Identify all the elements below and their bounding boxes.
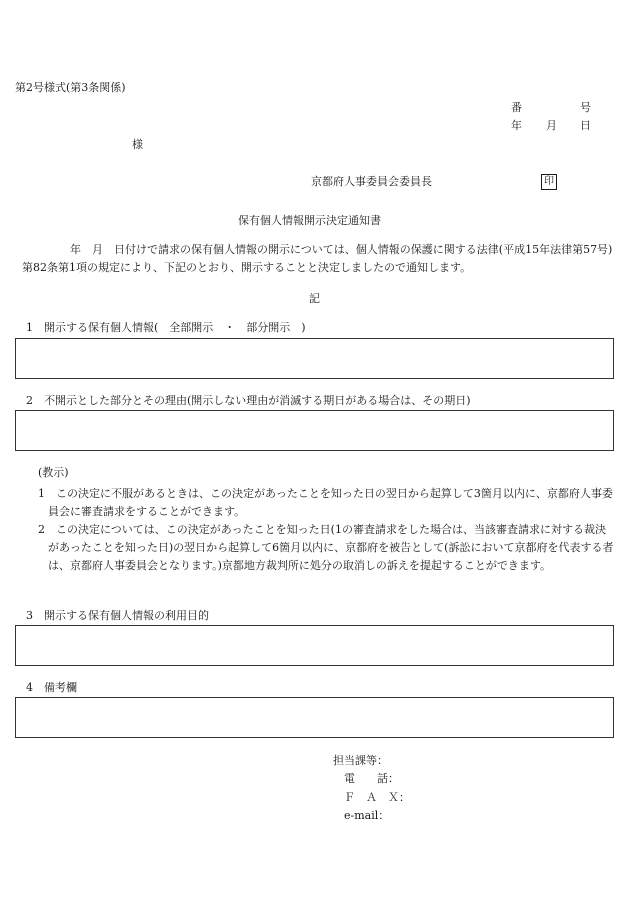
issuer-name: 京都府人事委員会委員長 xyxy=(311,175,432,188)
ki-heading: 記 xyxy=(309,292,320,305)
seal-mark: 印 xyxy=(541,174,557,190)
form-number: 第2号様式(第3条関係) xyxy=(15,81,126,94)
number-suffix: 号 xyxy=(580,101,591,114)
section-2-label: 2 不開示とした部分とその理由(開示しない理由が消滅する期日がある場合は、その期日) xyxy=(26,394,471,407)
body-paragraph: 年 月 日付けで請求の保有個人情報の開示については、個人情報の保護に関する法律(平成15年法律第57号)第82条第1項の規定により、下記のとおり、開示することと決定しましたので通知します。 xyxy=(22,243,613,274)
section-3-field[interactable] xyxy=(15,625,614,666)
contact-email-label: e-mail： xyxy=(344,809,390,822)
contact-dept-label: 担当課等： xyxy=(333,754,388,767)
document-title: 保有個人情報開示決定通知書 xyxy=(238,214,381,227)
instruction-item-1: 1 この決定に不服があるときは、この決定があったことを知った日の翌日から起算して3箇月以内に、京都府人事委員会に審査請求をすることができます。 xyxy=(38,487,613,518)
date-year-label: 年 xyxy=(511,119,522,132)
section-1-field[interactable] xyxy=(15,338,614,379)
number-label: 番 xyxy=(511,101,522,114)
instruction-item-2: 2 この決定については、この決定があったことを知った日(1の審査請求をした場合は、当該審査請求に対する裁決があったことを知った日)の翌日から起算して6箇月以内に、京都府を被告として(訴訟において京都府を代表する者は、京都府人事委員会となります。)京都地方裁判所に処分の取消しの訴えを提起することができます。 xyxy=(38,523,614,572)
contact-fax-label: Ｆ Ａ Ｘ： xyxy=(344,791,410,804)
addressee-suffix: 様 xyxy=(132,138,143,151)
date-month-label: 月 xyxy=(546,119,557,132)
instruction-heading: (教示) xyxy=(38,466,69,479)
section-4-label: 4 備考欄 xyxy=(26,681,77,694)
section-4-field[interactable] xyxy=(15,697,614,738)
section-1-label: 1 開示する保有個人情報( 全部開示 ・ 部分開示 ) xyxy=(26,321,306,334)
section-2-field[interactable] xyxy=(15,410,614,451)
contact-phone-label: 電 話： xyxy=(344,772,399,785)
date-day-label: 日 xyxy=(580,119,591,132)
section-3-label: 3 開示する保有個人情報の利用目的 xyxy=(26,609,209,622)
